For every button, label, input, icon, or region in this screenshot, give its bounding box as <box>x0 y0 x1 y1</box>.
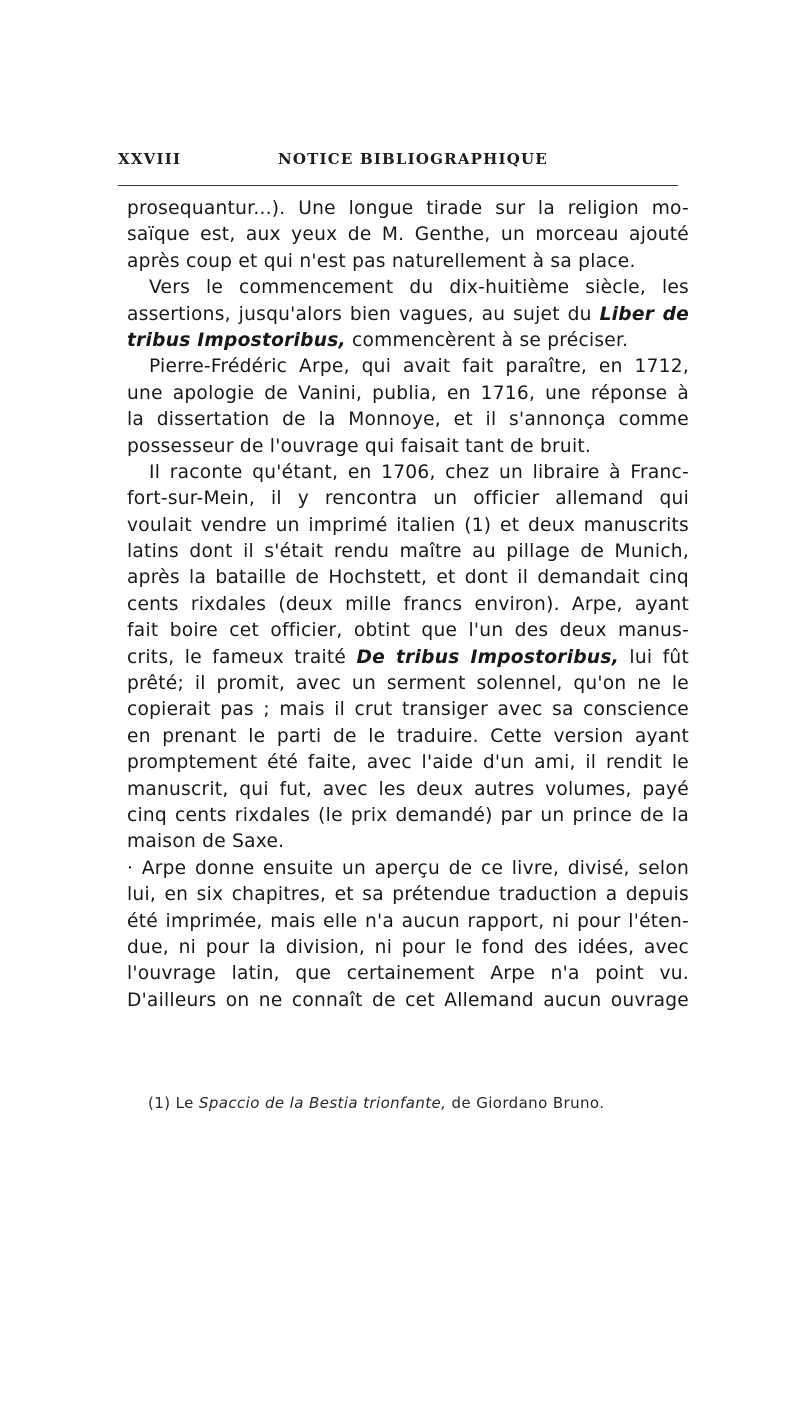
text-line <box>127 302 689 328</box>
text-line: prêté; il promit, avec un serment solennel, qu'on ne le <box>127 673 689 695</box>
text-line: lui, en six chapitres, et sa prétendue traduction a depuis <box>127 884 689 906</box>
text-line <box>127 645 689 671</box>
footnote <box>148 1094 668 1112</box>
text-line: cents rixdales (deux mille francs environ). Arpe, ayant <box>127 593 689 615</box>
italic-title: De tribus Impostoribus, <box>356 646 620 668</box>
text-line: la dissertation de la Monnoye, et il s'annonça comme <box>127 409 689 431</box>
text-line: manuscrit, qui fut, avec les deux autres volumes, payé <box>127 778 689 800</box>
text-line: Il raconte qu'étant, en 1706, chez un libraire à Franc- <box>149 461 689 483</box>
running-title: NOTICE BIBLIOGRAPHIQUE <box>278 150 548 168</box>
text-line: prosequantur...). Une longue tirade sur la religion mo- <box>127 198 689 219</box>
text-line: après la bataille de Hochstett, et dont il demandait cinq <box>127 567 689 589</box>
header-rule <box>118 185 678 186</box>
footnote-marker: (1) Le <box>148 1094 194 1112</box>
text-line: possesseur de l'ouvrage qui faisait tant de bruit. <box>127 435 592 457</box>
text-line: latins dont il s'était rendu maître au pillage de Munich, <box>127 541 689 563</box>
text-line: · Arpe donne ensuite un aperçu de ce livre, divisé, selon <box>127 857 689 879</box>
italic-title: tribus Impostoribus, <box>127 329 346 351</box>
text-line: l'ouvrage latin, que certainement Arpe n'a point vu. <box>127 963 689 985</box>
text-line <box>127 328 689 354</box>
italic-title: Liber de <box>599 303 689 325</box>
text-line: fait boire cet officier, obtint que l'un des deux manus- <box>127 620 689 642</box>
text-line: en prenant le parti de le traduire. Cette version ayant <box>127 725 689 747</box>
footnote-title: Spaccio de la Bestia trionfante, <box>198 1094 447 1112</box>
text-line: cinq cents rixdales (le prix demandé) par un prince de la <box>127 804 689 826</box>
text-line: saïque est, aux yeux de M. Genthe, un morceau ajouté <box>127 224 689 246</box>
text-line: après coup et qui n'est pas naturellement à sa place. <box>127 250 636 272</box>
text-line: copierait pas ; mais il crut transiger avec sa conscience <box>127 699 689 721</box>
text-line: fort-sur-Mein, il y rencontra un officier allemand qui <box>127 488 689 510</box>
text-line: voulait vendre un imprimé italien (1) et deux manuscrits <box>127 514 689 536</box>
text-fragment: lui fût <box>629 646 690 668</box>
text-fragment: assertions, jusqu'alors bien vagues, au sujet du <box>127 303 592 325</box>
footnote-text: de Giordano Bruno. <box>451 1094 605 1112</box>
text-line: Vers le commencement du dix-huitième siècle, les <box>149 277 689 299</box>
page-header <box>118 150 678 174</box>
text-fragment: crits, le fameux traité <box>127 646 347 668</box>
text-line: promptement été faite, avec l'aide d'un ami, il rendit le <box>127 752 689 774</box>
text-line: une apologie de Vanini, publia, en 1716, une réponse à <box>127 382 689 404</box>
text-line: maison de Saxe. <box>127 831 285 853</box>
text-fragment: commencèrent à se préciser. <box>352 329 629 351</box>
page-folio: XXVIII <box>118 150 182 168</box>
text-line: Pierre-Frédéric Arpe, qui avait fait paraître, en 1712, <box>149 356 689 378</box>
text-line: été imprimée, mais elle n'a aucun rapport, ni pour l'éten- <box>127 910 689 932</box>
text-line: due, ni pour la division, ni pour le fond des idées, avec <box>127 936 689 958</box>
text-line: D'ailleurs on ne connaît de cet Allemand aucun ouvrage <box>127 989 689 1011</box>
body-text <box>127 196 689 1014</box>
